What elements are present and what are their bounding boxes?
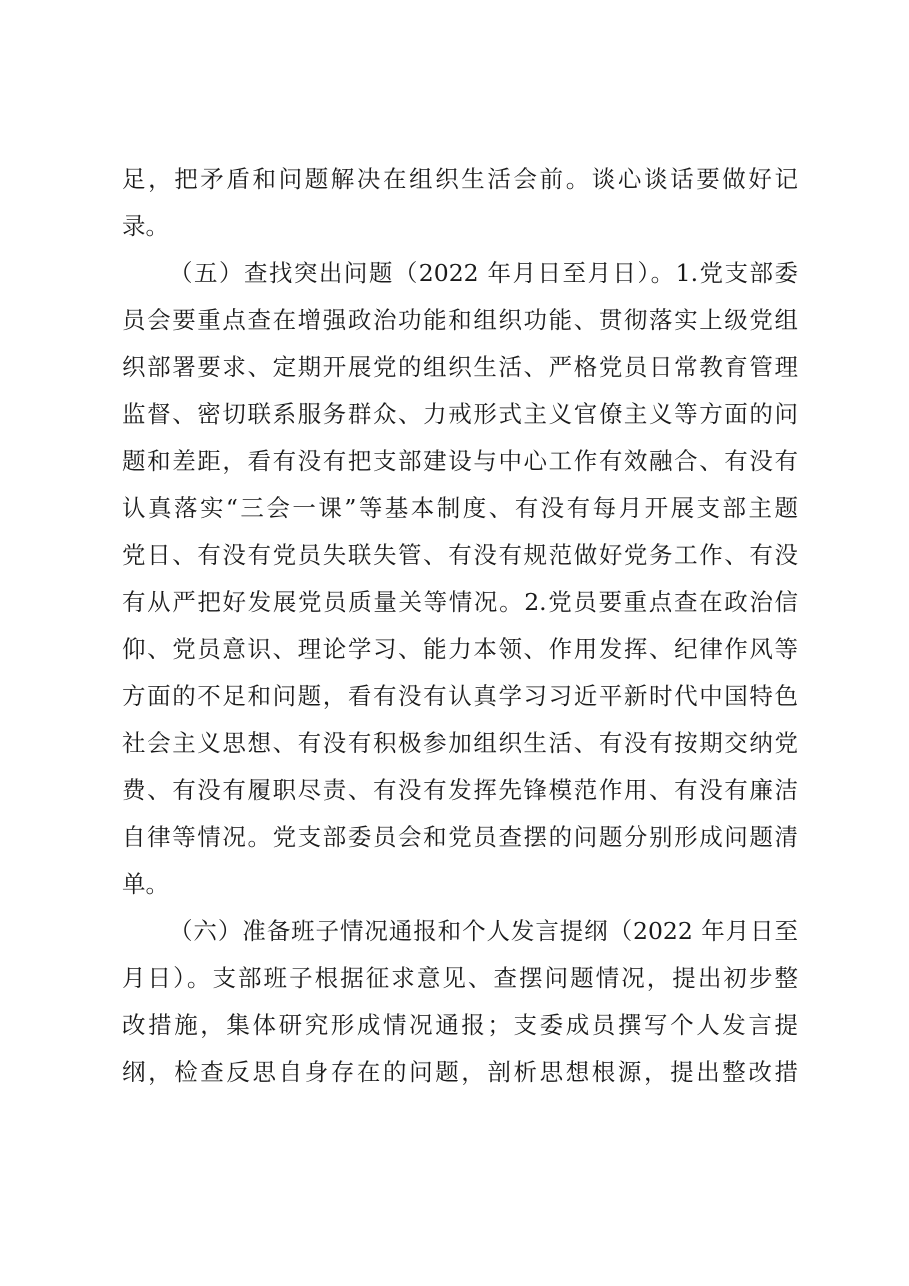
text-line: 织部署要求、定期开展党的组织生活、严格党员日常教育管理	[122, 353, 798, 381]
text-line: 改措施，集体研究形成情况通报；支委成员撰写个人发言提	[122, 1011, 798, 1039]
text-line: 仰、党员意识、理论学习、能力本领、作用发挥、纪律作风等	[122, 635, 798, 663]
document-body	[122, 156, 798, 1096]
text-line: 有从严把好发展党员质量关等情况。2.党员要重点查在政治信	[122, 588, 798, 616]
text-line: 党日、有没有党员失联失管、有没有规范做好党务工作、有没	[122, 541, 798, 569]
text-line: 自律等情况。党支部委员会和党员查摆的问题分别形成问题清	[122, 823, 798, 851]
text-line: 单。	[122, 870, 169, 898]
text-line: （六）准备班子情况通报和个人发言提纲（2022 年月日至	[169, 917, 798, 945]
text-line: 员会要重点查在增强政治功能和组织功能、贯彻落实上级党组	[122, 306, 798, 334]
text-line: 足，把矛盾和问题解决在组织生活会前。谈心谈话要做好记	[122, 165, 798, 193]
text-line: 录。	[122, 212, 169, 240]
paragraph-continued	[122, 156, 798, 250]
text-line: （五）查找突出问题（2022 年月日至月日）。1.党支部委	[169, 259, 798, 287]
text-line: 社会主义思想、有没有积极参加组织生活、有没有按期交纳党	[122, 729, 798, 757]
text-line: 费、有没有履职尽责、有没有发挥先锋模范作用、有没有廉洁	[122, 776, 798, 804]
text-line: 月日）。支部班子根据征求意见、查摆问题情况，提出初步整	[122, 964, 798, 992]
text-line: 认真落实“三会一课”等基本制度、有没有每月开展支部主题	[122, 494, 798, 522]
paragraph-section-five	[122, 250, 798, 908]
text-line: 纲，检查反思自身存在的问题，剖析思想根源，提出整改措	[122, 1058, 798, 1086]
text-line: 方面的不足和问题，看有没有认真学习习近平新时代中国特色	[122, 682, 798, 710]
text-line: 题和差距，看有没有把支部建设与中心工作有效融合、有没有	[122, 447, 798, 475]
paragraph-section-six	[122, 908, 798, 1096]
text-line: 监督、密切联系服务群众、力戒形式主义官僚主义等方面的问	[122, 400, 798, 428]
